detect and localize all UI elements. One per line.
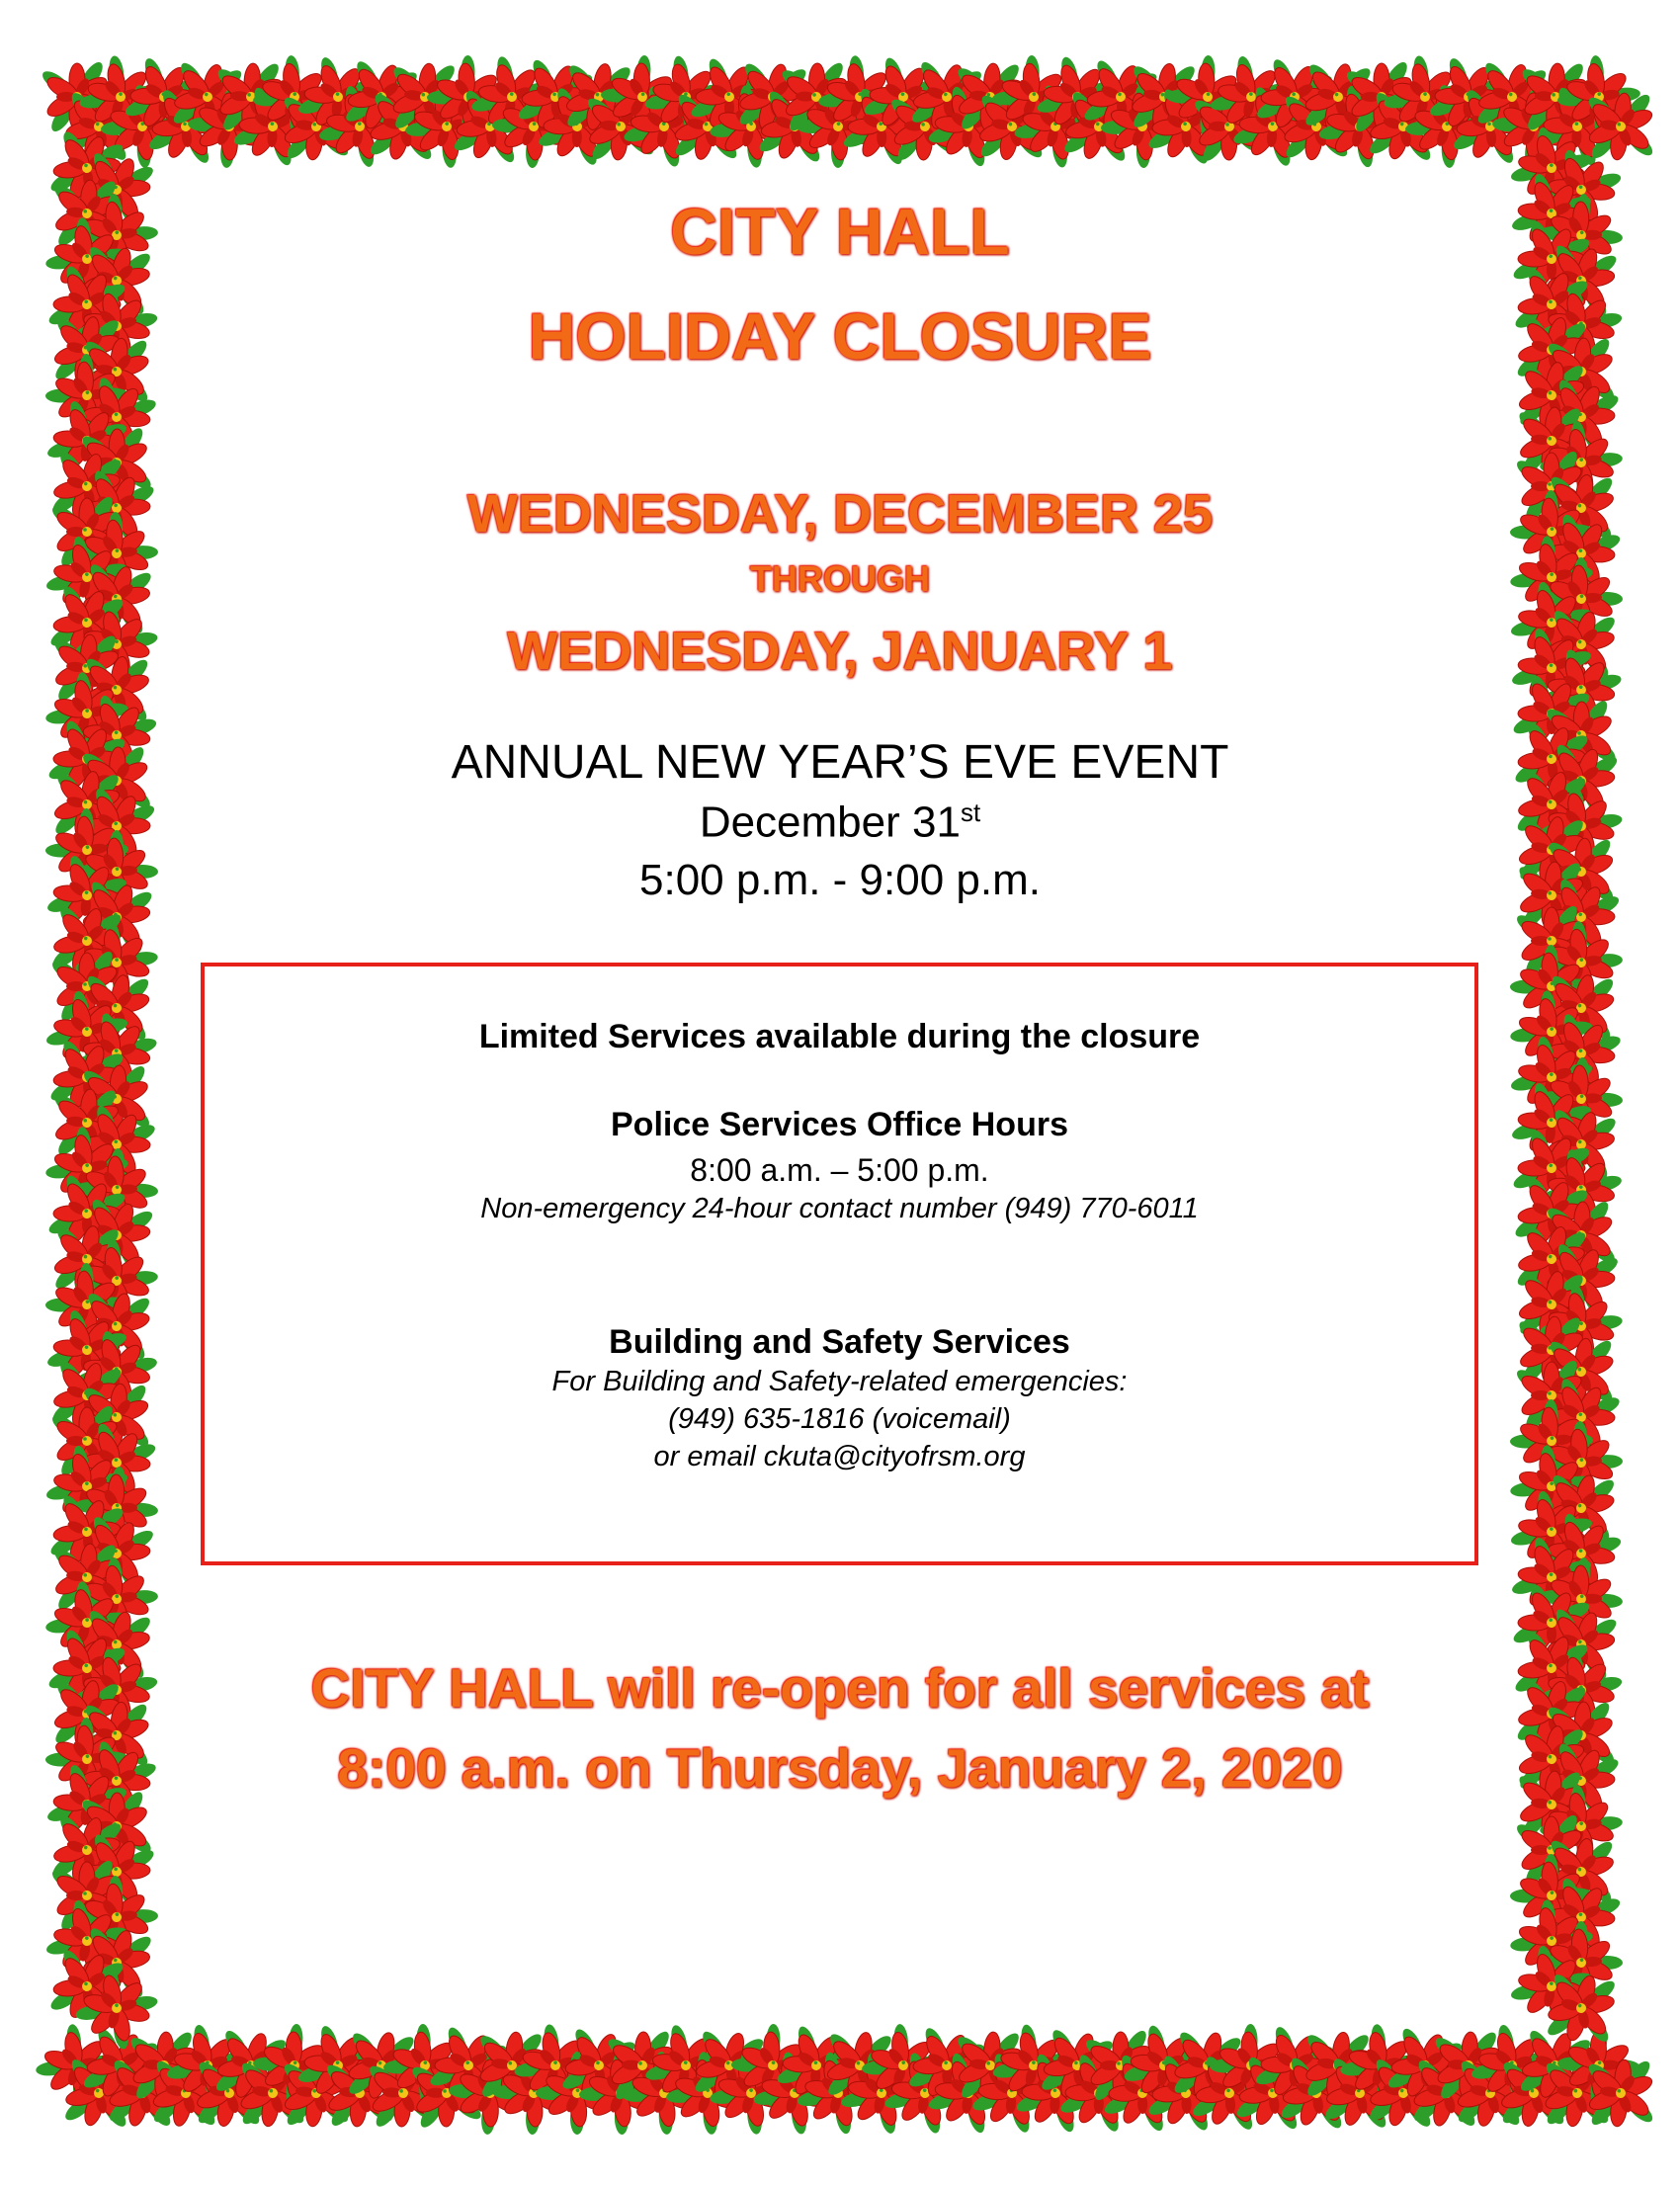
- services-intro: Limited Services available during the closure: [478, 1018, 1201, 1055]
- event-time: 5:00 p.m. - 9:00 p.m.: [639, 856, 1041, 904]
- heading-line-1: CITY HALL: [670, 195, 1010, 268]
- closure-through: THROUGH: [750, 558, 930, 599]
- building-safety-phone: (949) 635-1816 (voicemail): [668, 1403, 1011, 1435]
- reopen-line-1: CITY HALL will re-open for all services at: [310, 1657, 1370, 1719]
- closure-end-date: WEDNESDAY, JANUARY 1: [507, 622, 1173, 681]
- heading-line-2: HOLIDAY CLOSURE: [528, 299, 1152, 373]
- building-safety-title: Building and Safety Services: [609, 1323, 1070, 1361]
- closure-start-date: WEDNESDAY, DECEMBER 25: [466, 484, 1214, 544]
- building-safety-line-1: For Building and Safety-related emergencies:: [551, 1366, 1128, 1397]
- police-services-title: Police Services Office Hours: [611, 1106, 1068, 1143]
- building-safety-email: or email ckuta@cityofrsm.org: [653, 1441, 1026, 1472]
- event-date: December 31st: [699, 798, 981, 847]
- event-date-suffix: st: [960, 798, 981, 827]
- police-services-hours: 8:00 a.m. – 5:00 p.m.: [690, 1152, 989, 1188]
- police-contact-number: Non-emergency 24-hour contact number (949) 770-6011: [480, 1193, 1199, 1224]
- limited-services-box: [201, 963, 1478, 1565]
- event-title: ANNUAL NEW YEAR’S EVE EVENT: [451, 736, 1229, 789]
- reopen-line-2: 8:00 a.m. on Thursday, January 2, 2020: [337, 1737, 1343, 1799]
